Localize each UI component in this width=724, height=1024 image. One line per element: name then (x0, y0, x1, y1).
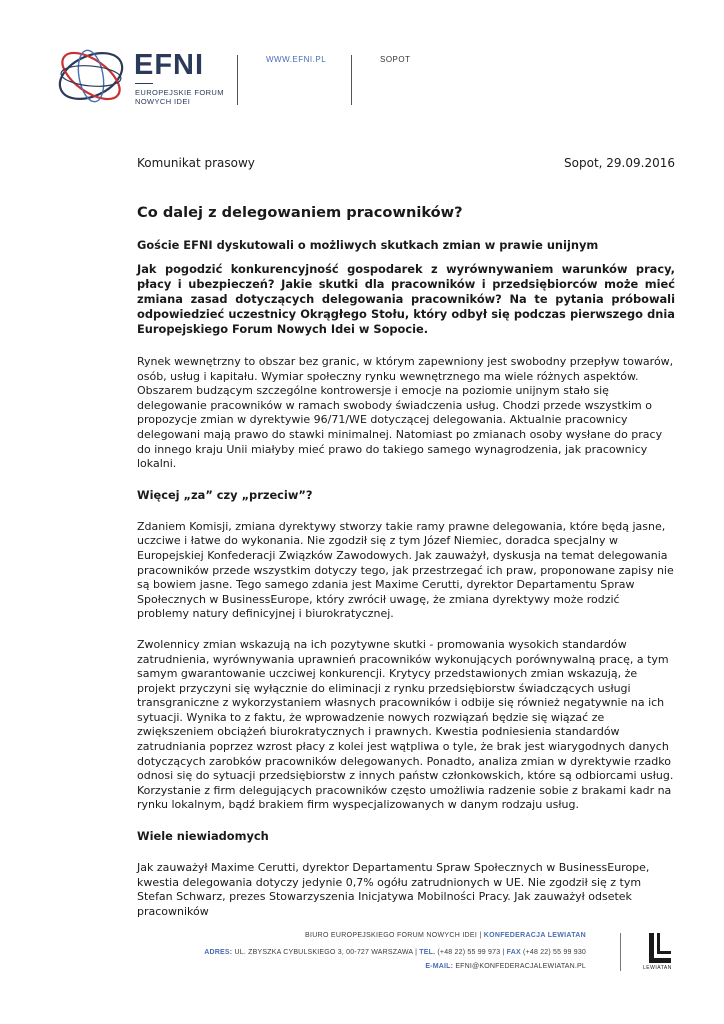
paragraph: Zwolennicy zmian wskazują na ich pozytywne skutki - promowania wysokich standardów zatrudnienia, wyrównywania uprawnień pracowników wykonujących porównywalną pracę, a tym samym gwarantowanie uczciwej konkurencji. Krytycy przedstawionych zmian wskazują, że projekt przyczyni się wyłącznie do eliminacji z rynku przedsiębiorstw świadczących usługi transgraniczne z wykorzystaniem własnych pracowników i odbije się również negatywnie na ich sytuacji. Wynika to z faktu, że wprowadzenie nowych rozwiązań będzie się wiązać ze zwiększeniem obciążeń biurokratycznych i prawnych. Kwestia podniesienia standardów zatrudniania poprzez wzrost płacy z kolei jest wątpliwa o tyle, że brak jest wiarygodnych danych dotyczących zarobków pracowników delegowanych. Ponadto, analiza zmian w dyrektywie rzadko odnosi się do sytuacji przedsiębiorstw z innych państw członkowskich, które są odbiorcami usług. Korzystanie z firm delegujących pracowników często umożliwia radzenie sobie z brakami kadr na rynku lokalnym, bądź brakiem firm wyspecjalizowanych w danym rodzaju usług. (137, 637, 674, 812)
header-divider (237, 55, 238, 105)
footer-separator: | (415, 949, 418, 956)
logo-rule (135, 83, 153, 84)
efni-logo-icon (52, 42, 130, 110)
article-lead: Jak pogodzić konkurencyjność gospodarek z wyrównywaniem warunków pracy, płacy i ubezpieczeń? Jakie skutki dla pracowników i przedsiębiorców może mieć zmiana zasad dotyczących delegowania pracowników? Na te pytania próbowali odpowiedzieć uczestnicy Okrągłego Stołu, który odbył się podczas pierwszego dnia Europejskiego Forum Nowych Idei w Sopocie. (137, 262, 675, 336)
section-heading: Więcej „za” czy „przeciw”? (137, 487, 313, 502)
document-type: Komunikat prasowy (137, 156, 255, 170)
paragraph: Rynek wewnętrzny to obszar bez granic, w którym zapewniony jest swobodny przepływ towarów, osób, usług i kapitału. Wymiar społeczny rynku wewnętrznego ma wiele różnych aspektów. Obszarem budzącym szczególne kontrowersje i emocje na poziomie unijnym stało się delegowanie pracowników w ramach swobody świadczenia usług. Chodzi przede wszystkim o propozycje zmian w dyrektywie 96/71/WE dotyczącej delegowania. Aktualnie pracownicy delegowani mają prawo do stawki minimalnej. Natomiast po zmianach osoby wysłane do pracy do innego kraju Unii miałyby mieć prawo do takiego samego wynagrodzenia, jak pracownicy lokalni. (137, 355, 674, 471)
article-subtitle: Goście EFNI dyskutowali o możliwych skutkach zmian w prawie unijnym (137, 238, 599, 252)
paragraph: Jak zauważył Maxime Cerutti, dyrektor Departamentu Spraw Społecznych w BusinessEurope, kwestia delegowania dotyczy jedynie 0,7% ogółu zatrudnionych w UE. Nie zgodził się z tym Stefan Schwarz, prezes Stowarzyszenia Inicjatywa Mobilności Pracy. Jak zauważył odsetek pracowników (137, 861, 650, 918)
website-link[interactable]: WWW.EFNI.PL (266, 55, 327, 64)
logo-subtitle-line1: EUROPEJSKIE FORUM (135, 88, 224, 97)
place-date: Sopot, 29.09.2016 (564, 156, 675, 170)
footer-confederation: KONFEDERACJA LEWIATAN (483, 932, 586, 939)
footer-separator: | (479, 932, 482, 939)
location-label: SOPOT (380, 55, 411, 64)
lewiatan-logo-icon (645, 932, 675, 964)
fax-label: FAX (506, 949, 521, 956)
footer-org-line (305, 932, 586, 939)
logo-subtitle-line2: NOWYCH IDEI (135, 97, 191, 106)
fax-value: (+48 22) 55 99 930 (523, 949, 586, 956)
logo-subtitle (135, 88, 224, 106)
page-footer (0, 925, 724, 985)
section-heading: Wiele niewiadomych (137, 829, 269, 844)
logo-title: EFNI (134, 49, 205, 81)
header-divider (351, 55, 352, 105)
article-body (137, 204, 675, 935)
paragraph: Zdaniem Komisji, zmiana dyrektywy stworzy takie ramy prawne delegowania, które będą jasne, uczciwe i łatwe do wykonania. Nie zgodził się z tym Józef Niemiec, doradca specjalny w Europejskiej Konfederacji Związków Zawodowych. Jak zauważył, dyskusja na temat delegowania pracowników przede wszystkim dotyczy tego, jak przestrzegać ich praw, proponowane zapisy nie są bowiem jasne. Tego samego zdania jest Maxime Cerutti, dyrektor Departamentu Spraw Społecznych w BusinessEurope, który zwrócił uwagę, że zmiana dyrektywy może rodzić problemy natury definicyjnej i biurokratycznej. (137, 519, 674, 621)
page-header (0, 0, 724, 130)
address-label: ADRES: (204, 949, 233, 956)
email-value[interactable]: EFNI@KONFEDERACJALEWIATAN.PL (455, 963, 586, 970)
footer-divider (620, 933, 621, 971)
address-value: UL. ZBYSZKA CYBULSKIEGO 3, 00-727 WARSZAWA (234, 949, 413, 956)
email-label: E-MAIL: (425, 963, 454, 970)
footer-separator: | (502, 949, 505, 956)
footer-org-name: BIURO EUROPEJSKIEGO FORUM NOWYCH IDEI (305, 932, 478, 939)
article-title: Co dalej z delegowaniem pracowników? (137, 204, 463, 221)
tel-label: TEL. (419, 949, 436, 956)
footer-email-line (425, 963, 586, 970)
footer-contact-line (204, 949, 586, 956)
lewiatan-label: LEWIATAN (643, 965, 672, 971)
tel-value: (+48 22) 55 99 973 (437, 949, 501, 956)
